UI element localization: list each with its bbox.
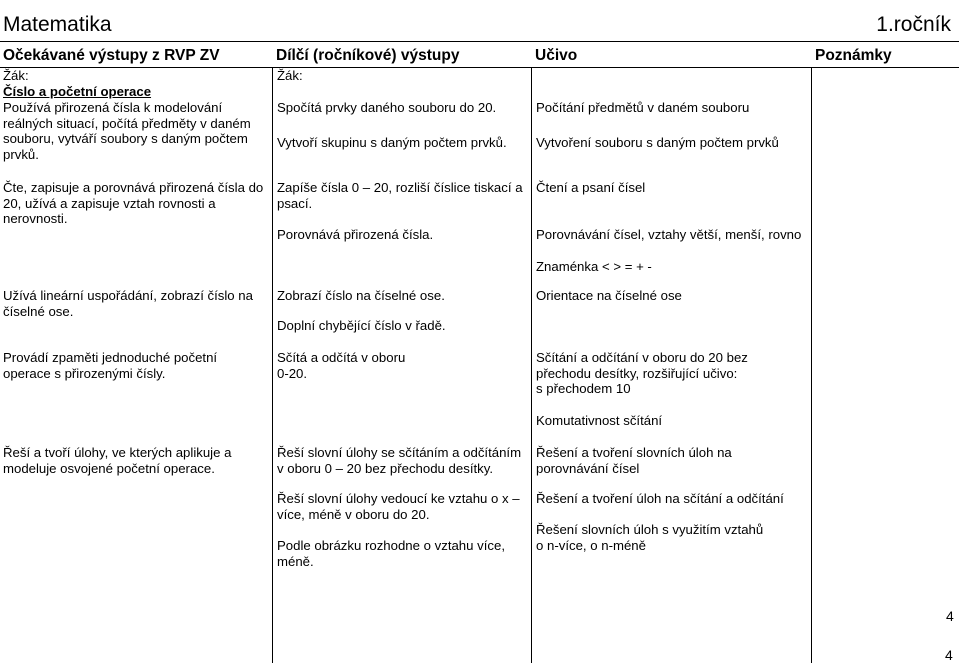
row2-col1-line3: nerovnosti. <box>3 211 68 226</box>
header-expected-outputs: Očekávané výstupy z RVP ZV <box>3 47 220 64</box>
row5-col1-line1: Řeší a tvoří úlohy, ve kterých aplikuje a <box>3 445 232 460</box>
row2-col2a-line2: psací. <box>277 195 313 211</box>
row1-col3a: Počítání předmětů v daném souboru <box>536 100 750 115</box>
row4-col2a-line2: 0-20. <box>277 365 308 381</box>
page-number-footer: 4 <box>945 647 953 663</box>
row5-col2b-line1: Řeší slovní úlohy vedoucí ke vztahu o x – <box>277 491 520 506</box>
row2-col1-line1: Čte, zapisuje a porovnává přirozená čísla do <box>3 180 264 195</box>
row5-col2c-line1: Podle obrázku rozhodne o vztahu více, <box>277 538 505 553</box>
row2-col2a <box>277 180 523 211</box>
row5-col3a-line1: Řešení a tvoření slovních úloh na <box>536 445 732 460</box>
row5-col2b <box>277 491 520 522</box>
row4-col3a-line2: přechodu desítky, rozšiřující učivo: <box>536 365 738 381</box>
row5-col2c-line2: méně. <box>277 553 314 569</box>
row2-col2b: Porovnává přirozená čísla. <box>277 227 434 242</box>
row3-col1-line2: číselné ose. <box>3 303 74 319</box>
row1-col1-line4: prvků. <box>3 146 39 162</box>
row1-col1-line3: souboru, vytváří soubory s daným počtem <box>3 131 248 146</box>
row4-col2a-line1: Sčítá a odčítá v oboru <box>277 350 406 365</box>
row4-col1-line1: Provádí zpaměti jednoduché početní <box>3 350 218 365</box>
row5-col2b-line2: více, méně v oboru do 20. <box>277 506 430 522</box>
row2-col3a: Čtení a psaní čísel <box>536 180 646 195</box>
zak-label-col1: Žák: <box>3 68 29 83</box>
row5-expected-output <box>3 445 231 476</box>
row1-col2a: Spočítá prvky daného souboru do 20. <box>277 100 497 115</box>
row3-col1-line1: Užívá lineární uspořádání, zobrazí číslo na <box>3 288 253 303</box>
row1-col1-line1: Používá přirozená čísla k modelování <box>3 100 223 115</box>
row5-col2a-line2: v oboru 0 – 20 bez přechodu desítky. <box>277 460 494 476</box>
page-number-cell: 4 <box>946 608 954 624</box>
row3-expected-output <box>3 288 253 319</box>
row5-col3a <box>536 445 732 476</box>
row3-col2b: Doplní chybějící číslo v řadě. <box>277 318 446 333</box>
column-divider-1 <box>272 67 273 663</box>
row3-col2a: Zobrazí číslo na číselné ose. <box>277 288 445 303</box>
row4-col1-line2: operace s přirozenými čísly. <box>3 365 166 381</box>
column-divider-3 <box>811 67 812 663</box>
row3-col3a: Orientace na číselné ose <box>536 288 682 303</box>
header-bottom-rule <box>0 67 959 68</box>
row2-expected-output <box>3 180 263 227</box>
row5-col1-line2: modeluje osvojené početní operace. <box>3 460 215 476</box>
row2-col1-line2: 20, užívá a zapisuje vztah rovnosti a <box>3 195 216 211</box>
row5-col3c-line1: Řešení slovních úloh s využitím vztahů <box>536 522 764 537</box>
row5-col3a-line2: porovnávání čísel <box>536 460 640 476</box>
row5-col3c-line2: o n-více, o n-méně <box>536 537 646 553</box>
row2-col2a-line1: Zapíše čísla 0 – 20, rozliší číslice tiskací a <box>277 180 523 195</box>
row4-col3a <box>536 350 748 397</box>
row2-col3b: Porovnávání čísel, vztahy větší, menší, rovno <box>536 227 802 242</box>
row2-col3c: Znaménka < > = + - <box>536 259 652 274</box>
row4-col3a-line1: Sčítání a odčítání v oboru do 20 bez <box>536 350 748 365</box>
row4-col3b: Komutativnost sčítání <box>536 413 663 428</box>
column-divider-2 <box>531 67 532 663</box>
zak-label-col2: Žák: <box>277 68 303 83</box>
header-notes: Poznámky <box>815 47 892 64</box>
row1-col1-line2: reálných situací, počítá předměty v daném <box>3 115 251 131</box>
row5-col2a-line1: Řeší slovní úlohy se sčítáním a odčítáním <box>277 445 522 460</box>
header-curriculum: Učivo <box>535 47 578 64</box>
document-title: Matematika <box>3 13 112 36</box>
header-partial-outputs: Dílčí (ročníkové) výstupy <box>276 47 460 64</box>
row5-col2a <box>277 445 521 476</box>
row5-col2c <box>277 538 505 569</box>
row4-expected-output <box>3 350 217 381</box>
row5-col3c <box>536 522 763 553</box>
grade-label: 1.ročník <box>876 13 951 36</box>
header-top-rule <box>0 41 959 42</box>
row1-expected-output <box>3 100 251 162</box>
row4-col3a-line3: s přechodem 10 <box>536 381 631 396</box>
row1-col3b: Vytvoření souboru s daným počtem prvků <box>536 135 779 150</box>
row5-col3b: Řešení a tvoření úloh na sčítání a odčítání <box>536 491 784 506</box>
row1-col2b: Vytvoří skupinu s daným počtem prvků. <box>277 135 507 150</box>
section-heading: Číslo a početní operace <box>3 84 152 99</box>
row4-col2a <box>277 350 405 381</box>
